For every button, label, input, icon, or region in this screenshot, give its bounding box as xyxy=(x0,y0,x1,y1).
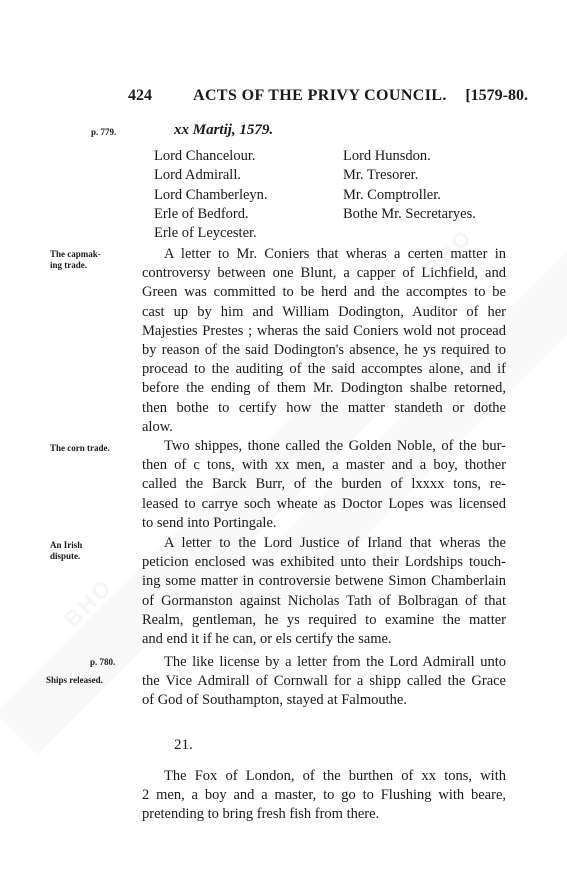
entry-irish-dispute: A letter to the Lord Justice of Irland that wheras the peticion enclosed was exhibited unto their Lordships touch- ing some matter in controversie betwene Simon Chamberlain of Gormanston against Nicholas Tath of Bolbragan of that Realm, gentleman, he ys required to examine the matter and end it if he can, or els certify the same. xyxy=(142,535,506,648)
margin-note-capmaking: The capmak- ing trade. xyxy=(50,249,101,270)
margin-note-corn-trade: The corn trade. xyxy=(50,443,110,453)
running-title: ACTS OF THE PRIVY COUNCIL. xyxy=(193,87,447,104)
margin-page-ref-780: p. 780. xyxy=(90,657,116,667)
attendee: Bothe Mr. Secretaryes. xyxy=(343,205,476,222)
meeting-date: xx Martij, 1579. xyxy=(174,122,274,138)
year-range: [1579-80. xyxy=(465,87,528,104)
attendees-left-column xyxy=(154,147,268,243)
attendee: Mr. Comptroller. xyxy=(343,186,441,203)
entry-capmaking-letter: A letter to Mr. Coniers that wheras a certen matter in controversy between one Blunt, a capper of Lichfield, and Green was committed to be herd and the accomptes to be cast up by him and William Dodington, Auditor of her Majesties Prestes ; wheras the said Coniers wold not procead by reason of the said Dodington's absence, he ys required to procead to the auditing of the said accomptes alone, and if before the ending of them Mr. Dodington shalbe retorned, then bothe to certify how the matter standeth or dothe alow. xyxy=(142,246,506,435)
margin-note-ships-released: Ships released. xyxy=(46,675,103,685)
running-header xyxy=(128,87,548,107)
entry-fox-of-london: The Fox of London, of the burthen of xx tons, with 2 men, a boy and a master, to go to Flushing with beare, pretending to bring fresh fish from there. xyxy=(142,768,506,823)
attendees-right-column xyxy=(343,147,476,224)
attendee: Lord Admirall. xyxy=(154,167,241,184)
section-heading: 21. xyxy=(174,737,193,753)
attendee: Lord Chamberleyn. xyxy=(154,186,268,203)
attendee: Mr. Tresorer. xyxy=(343,167,419,184)
margin-note-irish-dispute: An Irish dispute. xyxy=(50,540,83,561)
attendee: Lord Chancelour. xyxy=(154,148,256,164)
attendee: Lord Hunsdon. xyxy=(343,148,431,164)
page-number: 424 xyxy=(128,87,152,104)
watermark-logo: BHO xyxy=(419,223,478,282)
attendee: Erle of Bedford. xyxy=(154,205,249,222)
attendee: Erle of Leycester. xyxy=(154,225,257,242)
entry-ships-released: The like license by a letter from the Lord Admirall unto the Vice Admirall of Cornwall for a shipp called the Grace of God of Southampton, stayed at Falmouthe. xyxy=(142,654,506,709)
entry-corn-trade: Two shippes, thone called the Golden Noble, of the bur- then of c tons, with xx men, a master and a boy, thother called the Barck Burr, of the burden of lxxxx tons, re- leased to carrye soch wheate as Doctor Lopes was licensed to send into Portingale. xyxy=(142,438,506,531)
watermark-logo: BHO xyxy=(59,573,118,632)
margin-page-ref: p. 779. xyxy=(91,127,117,137)
